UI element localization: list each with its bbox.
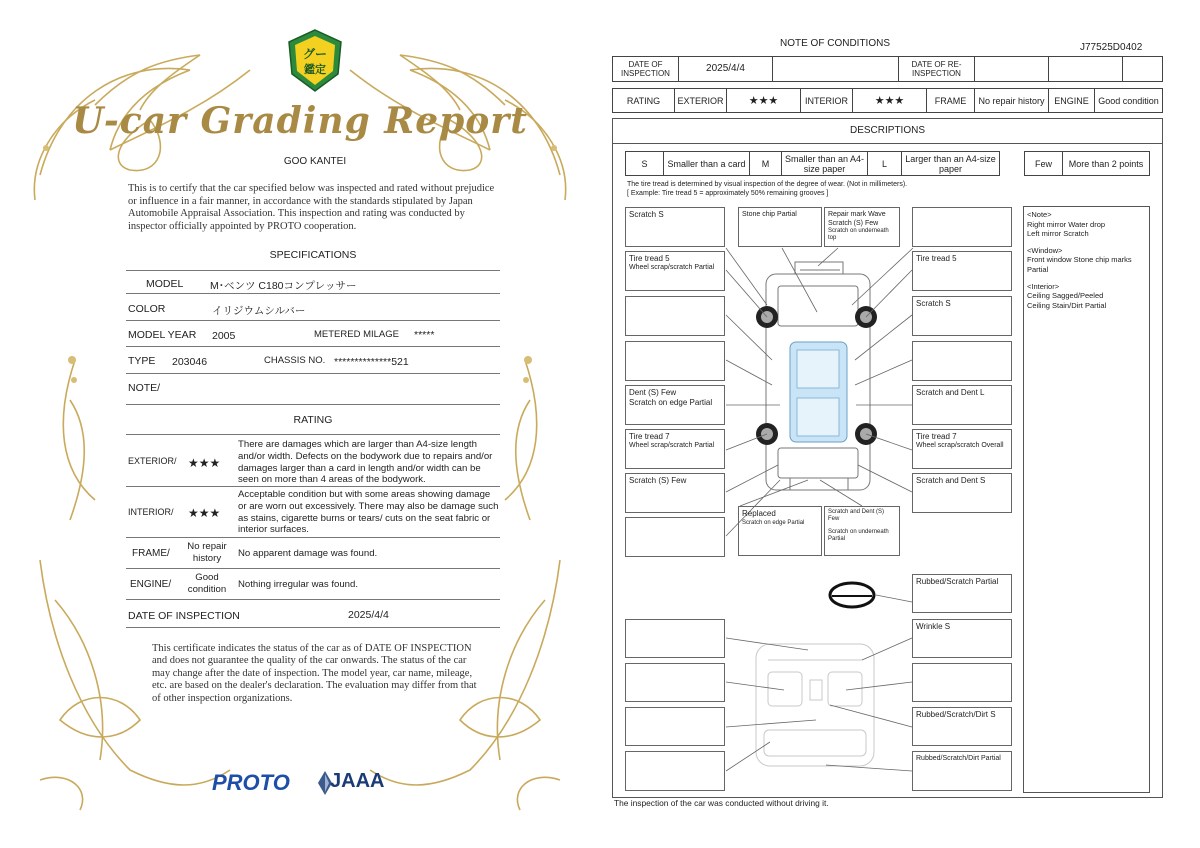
car-interior-diagram bbox=[756, 644, 874, 766]
engine-label: ENGINE/ bbox=[130, 579, 172, 590]
box-text: Stone chip Partial bbox=[742, 211, 797, 218]
note-line: Left mirror Scratch bbox=[1027, 229, 1089, 239]
frame-description: No apparent damage was found. bbox=[238, 548, 378, 559]
color-value: イリジウムシルバー bbox=[212, 305, 306, 317]
mileage-value: ***** bbox=[414, 329, 435, 341]
condition-box-rear-left bbox=[625, 473, 725, 513]
box-text: Scratch and Dent (S) Few bbox=[828, 509, 885, 522]
sheet-footer: The inspection of the car was conducted without driving it. bbox=[614, 798, 829, 808]
condition-box-empty-9 bbox=[912, 341, 1012, 381]
frame-value: No repair history bbox=[187, 541, 227, 564]
condition-box-empty-4 bbox=[625, 619, 725, 658]
condition-box-rear-center bbox=[738, 506, 822, 556]
mileage-label: METERED MILAGE bbox=[314, 329, 399, 340]
condition-box-empty-7 bbox=[625, 751, 725, 791]
box-subtext: Wheel scrap/scratch Overall bbox=[916, 442, 1004, 449]
car-exterior-diagram bbox=[766, 262, 870, 490]
legend-code-few: Few bbox=[1025, 152, 1063, 176]
interior-label: INTERIOR bbox=[801, 89, 853, 113]
sheet-id: J77525D0402 bbox=[1080, 42, 1143, 53]
rating-label: RATING bbox=[613, 89, 675, 113]
condition-box-empty-8 bbox=[912, 207, 1012, 247]
legend-text-m: Smaller than an A4-size paper bbox=[782, 152, 868, 176]
color-label: COLOR bbox=[128, 303, 166, 315]
condition-box-steering bbox=[912, 574, 1012, 613]
exterior-label: EXTERIOR bbox=[675, 89, 727, 113]
box-subtext: Scratch on underneath Partial bbox=[828, 529, 889, 542]
chassis-value: **************521 bbox=[334, 356, 409, 368]
interior-line: Ceiling Sagged/Peeled bbox=[1027, 291, 1104, 301]
model-label: MODEL bbox=[146, 278, 184, 290]
engine-description: Nothing irregular was found. bbox=[238, 579, 358, 590]
condition-box-front-left bbox=[625, 207, 725, 247]
frame-value: No repair history bbox=[975, 89, 1049, 113]
svg-text:鑑定: 鑑定 bbox=[304, 63, 326, 76]
tire-note-line-2: [ Example: Tire tread 5 = approximately 50% remaining grooves ] bbox=[627, 190, 829, 197]
date-label: DATE OF INSPECTION bbox=[128, 610, 240, 622]
box-text: Replaced bbox=[742, 509, 776, 518]
window-line: Front window Stone chip marks Partial bbox=[1027, 255, 1132, 274]
exterior-description: There are damages which are larger than A4-size length and/or width. Defects on the bodywork due to repairs and/or damages larger than a card in length and/or width can be seen on more than 4 areas of the bodywork. bbox=[238, 439, 493, 486]
legend-code-l: L bbox=[868, 152, 902, 176]
exterior-label: EXTERIOR/ bbox=[128, 456, 177, 466]
window-heading: <Window> bbox=[1027, 245, 1063, 255]
condition-box-left-side bbox=[625, 385, 725, 425]
interior-line: Ceiling Stain/Dirt Partial bbox=[1027, 300, 1107, 310]
descriptions-heading: DESCRIPTIONS bbox=[612, 118, 1163, 144]
certificate-disclaimer: This certificate indicates the status of the car as of DATE OF INSPECTION and does not guarantee the quality of the car onwards. The status of the car may change after the date of inspection. The model year, car name, mileage, etc. are based on the dealer's declaration. The evaluation may differ from that of other inspection organizations. bbox=[152, 643, 477, 704]
condition-box-empty-6 bbox=[625, 707, 725, 746]
legend-text-l: Larger than an A4-size paper bbox=[902, 152, 1000, 176]
note-label: NOTE/ bbox=[128, 382, 161, 394]
tire-note-line-1: The tire tread is determined by visual inspection of the degree of wear. (Not in millimeters). bbox=[627, 181, 908, 188]
date-inspection-value: 2025/4/4 bbox=[679, 57, 773, 82]
svg-text:グー: グー bbox=[302, 47, 328, 61]
certification-statement: This is to certify that the car specified below was inspected and rated without prejudice or influence in a fair manner, in accordance with the standards stipulated by Japan Automobile Appraisal Association. This inspection and rating was conducted by inspector officially appointed by PROTO cooperation. bbox=[128, 183, 495, 232]
chassis-label: CHASSIS NO. bbox=[264, 355, 326, 366]
jaaa-logo: JAAA bbox=[330, 770, 385, 792]
model-year-value: 2005 bbox=[212, 330, 236, 342]
interior-stars: ★★★ bbox=[188, 506, 221, 520]
note-heading: <Note> bbox=[1027, 210, 1052, 219]
date-value: 2025/4/4 bbox=[348, 609, 389, 621]
condition-box-tire-fr bbox=[912, 251, 1012, 291]
condition-box-tire-rl bbox=[625, 429, 725, 469]
box-text: Scratch and Dent L bbox=[916, 388, 985, 397]
legend-code-m: M bbox=[750, 152, 782, 176]
rating-heading: RATING bbox=[293, 414, 333, 426]
box-text: Rubbed/Scratch/Dirt S bbox=[916, 710, 996, 719]
box-text: Tire tread 5 bbox=[629, 254, 670, 263]
legend-text-few: More than 2 points bbox=[1063, 152, 1150, 176]
box-text: Rubbed/Scratch/Dirt Partial bbox=[916, 755, 1001, 762]
condition-box-interior-2 bbox=[912, 707, 1012, 746]
interior-description: Acceptable condition but with some areas showing damage or are worn out excessively. There may also be damage such as stains, cigarette burns or tears/ cuts on the seat fabric or interior surfaces. bbox=[238, 489, 499, 536]
box-text: Scratch S bbox=[629, 210, 664, 219]
box-text: Rubbed/Scratch Partial bbox=[916, 577, 999, 586]
box-text: Scratch (S) Few bbox=[629, 476, 687, 485]
box-text: Scratch S bbox=[916, 299, 951, 308]
box-text: Dent (S) Few bbox=[629, 388, 677, 397]
condition-box-interior-1 bbox=[912, 619, 1012, 658]
model-value: M･ベンツ C180コンプレッサー bbox=[210, 280, 357, 292]
interior-value: ★★★ bbox=[853, 89, 927, 113]
box-text: Tire tread 7 bbox=[916, 432, 957, 441]
specifications-heading: SPECIFICATIONS bbox=[269, 249, 357, 261]
condition-box-hood bbox=[824, 207, 900, 247]
frame-label: FRAME bbox=[927, 89, 975, 113]
box-subtext: Scratch on edge Partial bbox=[742, 520, 805, 526]
sheet-title: NOTE OF CONDITIONS bbox=[780, 38, 890, 49]
steering-wheel-icon bbox=[830, 583, 874, 607]
box-text: Tire tread 7 bbox=[629, 432, 670, 441]
box-subtext: Scratch on edge Partial bbox=[629, 398, 713, 407]
reinspection-label: DATE OF RE-INSPECTION bbox=[899, 57, 975, 82]
interior-heading: <Interior> bbox=[1027, 281, 1060, 291]
box-text: Repair mark Wave bbox=[828, 211, 886, 218]
box-text: Tire tread 5 bbox=[916, 254, 957, 263]
legend-text-s: Smaller than a card bbox=[664, 152, 750, 176]
issuer-name: GOO KANTEI bbox=[283, 156, 347, 167]
condition-box-empty-2 bbox=[625, 341, 725, 381]
engine-value: Good condition bbox=[187, 572, 227, 595]
date-inspection-label: DATE OF INSPECTION bbox=[613, 57, 679, 82]
condition-box-interior-3 bbox=[912, 751, 1012, 791]
type-value: 203046 bbox=[172, 356, 208, 368]
box-subtext: Scratch on underneath top bbox=[828, 228, 889, 241]
frame-label: FRAME/ bbox=[132, 548, 170, 559]
condition-box-rear-right bbox=[912, 473, 1012, 513]
engine-value: Good condition bbox=[1095, 89, 1163, 113]
certificate-title: U-car Grading Report bbox=[72, 100, 528, 142]
exterior-stars: ★★★ bbox=[188, 456, 221, 470]
box-text: Scratch (S) Few bbox=[828, 220, 879, 227]
box-subtext: Wheel scrap/scratch Partial bbox=[629, 442, 715, 449]
notes-column bbox=[1023, 206, 1150, 793]
box-subtext: Wheel scrap/scratch Partial bbox=[629, 264, 715, 271]
box-text: Scratch and Dent S bbox=[916, 476, 986, 485]
condition-box-right-side bbox=[912, 385, 1012, 425]
condition-box-empty-5 bbox=[625, 663, 725, 702]
condition-box-tire-rr bbox=[912, 429, 1012, 469]
condition-box-right-front bbox=[912, 296, 1012, 336]
exterior-value: ★★★ bbox=[727, 89, 801, 113]
condition-box-front-center bbox=[738, 207, 822, 247]
proto-logo: PROTO bbox=[212, 770, 290, 795]
type-label: TYPE bbox=[128, 355, 156, 367]
model-year-label: MODEL YEAR bbox=[128, 329, 197, 341]
legend-code-s: S bbox=[626, 152, 664, 176]
condition-box-empty-1 bbox=[625, 296, 725, 336]
box-text: Wrinkle S bbox=[916, 622, 951, 631]
condition-box-rear-bumper bbox=[824, 506, 900, 556]
condition-box-empty-3 bbox=[625, 517, 725, 557]
engine-label: ENGINE bbox=[1049, 89, 1095, 113]
condition-box-empty-10 bbox=[912, 663, 1012, 702]
condition-box-tire-fl bbox=[625, 251, 725, 291]
interior-label: INTERIOR/ bbox=[128, 507, 174, 517]
note-line: Right mirror Water drop bbox=[1027, 219, 1106, 229]
